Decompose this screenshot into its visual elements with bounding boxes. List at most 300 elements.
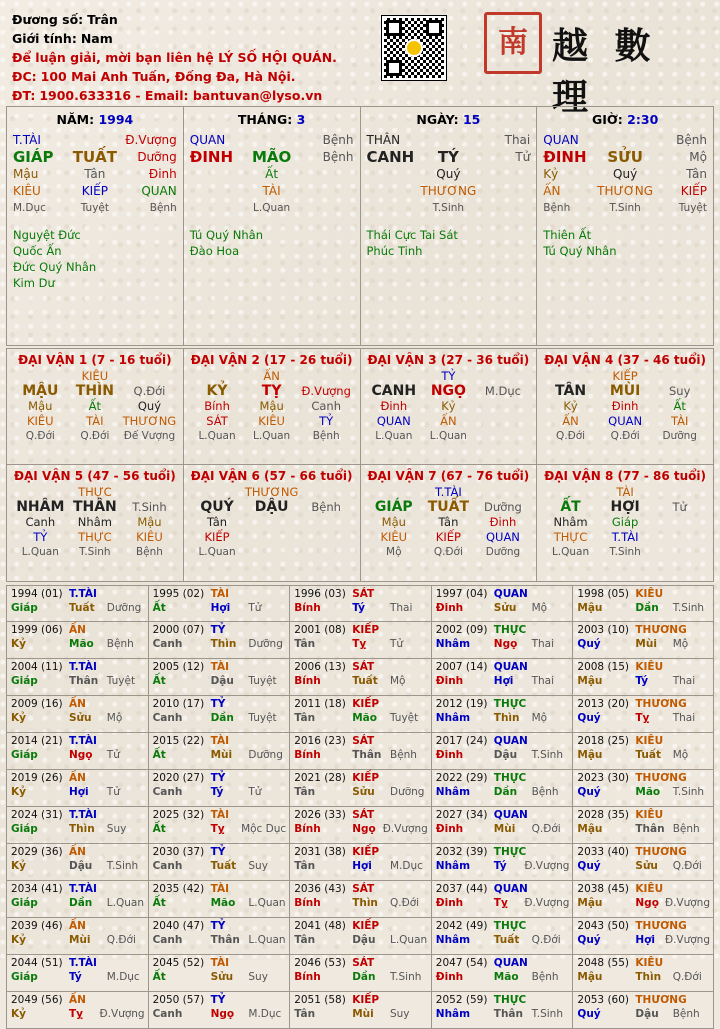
year-stem: Đinh <box>435 675 464 687</box>
year-cell[interactable] <box>6 585 148 622</box>
year-phase: Dưỡng <box>248 638 283 650</box>
year-extra <box>532 808 570 822</box>
year-cell[interactable] <box>572 770 714 807</box>
gender-label: Giới tính: <box>12 31 77 46</box>
year-extra <box>107 660 145 674</box>
year-ten-god: TÀI <box>210 661 229 673</box>
year-branch: Thìn <box>69 823 95 835</box>
year-cell[interactable] <box>431 622 573 659</box>
year-cell[interactable] <box>6 770 148 807</box>
year-ten-god: KIÊU <box>635 957 664 969</box>
name-label: Đương số: <box>12 12 84 27</box>
year-stem: Tân <box>294 860 316 872</box>
year-cell[interactable] <box>289 659 431 696</box>
year-cell[interactable] <box>572 918 714 955</box>
year-ten-god: T.TÀI <box>69 809 97 821</box>
year-ten-god: TÀI <box>210 588 229 600</box>
year-extra <box>390 734 428 748</box>
year-branch: Ngọ <box>210 1008 235 1020</box>
year-extra <box>107 771 145 785</box>
year-label: 2046 (53) <box>294 957 346 969</box>
year-phase: Đ.Vượng <box>664 897 710 909</box>
dai-van-7[interactable]: ĐẠI VẬN 7 (67 - 76 tuổi) T.TÀI GIÁP TUẤT Dưỡng Mậu Tân Đinh KIÊU KIẾP QUAN Mộ Q.Đới Dưỡng <box>360 465 537 582</box>
year-cell[interactable] <box>572 622 714 659</box>
year-branch: Mão <box>493 971 519 983</box>
year-branch: Tý <box>69 971 82 983</box>
year-phase: Mộ <box>389 675 406 687</box>
year-branch: Ngọ <box>69 749 93 761</box>
pillar-month-stars: Tú Quý Nhân Đào Hoa <box>189 228 264 258</box>
year-cell[interactable] <box>289 733 431 770</box>
year-extra <box>532 919 570 933</box>
year-extra <box>107 919 145 933</box>
year-cell[interactable] <box>431 770 573 807</box>
year-phase: Đ.Vượng <box>524 897 570 909</box>
year-extra <box>107 882 145 896</box>
year-stem: Quý <box>577 638 601 650</box>
year-ten-god: KIÊU <box>635 883 664 895</box>
year-stem: Ất <box>152 971 166 983</box>
year-extra <box>673 956 710 970</box>
year-label: 2003 (10) <box>577 624 630 636</box>
year-extra <box>687 771 710 785</box>
year-cell[interactable] <box>572 807 714 844</box>
year-label: 2051 (58) <box>294 994 346 1006</box>
yearly-luck-table <box>6 585 714 1029</box>
year-label: 2023 (30) <box>577 772 630 784</box>
year-ten-god: QUAN <box>493 588 528 600</box>
header <box>6 6 714 118</box>
year-extra <box>673 734 710 748</box>
year-label: 2039 (46) <box>11 920 63 932</box>
year-label: 2024 (31) <box>11 809 63 821</box>
year-cell[interactable] <box>148 585 290 622</box>
year-cell[interactable] <box>431 733 573 770</box>
year-label: 1994 (01) <box>11 588 63 600</box>
year-branch: Ngọ <box>493 638 518 650</box>
year-cell[interactable] <box>148 770 290 807</box>
year-cell[interactable] <box>6 955 148 992</box>
year-ten-god: TÀI <box>210 957 229 969</box>
year-cell[interactable] <box>431 918 573 955</box>
year-stem: Mậu <box>577 823 603 835</box>
year-branch: Ngọ <box>635 897 659 909</box>
year-label: 2000 (07) <box>152 624 205 636</box>
qr-finder-top-right <box>426 20 442 36</box>
year-stem: Giáp <box>11 823 38 835</box>
year-branch: Tỵ <box>210 823 225 835</box>
year-stem: Tân <box>294 638 316 650</box>
year-cell[interactable] <box>289 807 431 844</box>
year-cell[interactable] <box>572 955 714 992</box>
year-cell[interactable] <box>572 992 714 1029</box>
year-phase: Đ.Vượng <box>664 934 710 946</box>
year-label: 1996 (03) <box>294 588 346 600</box>
year-phase: Thai <box>389 602 413 614</box>
year-phase: Đ.Vượng <box>524 860 570 872</box>
year-cell[interactable] <box>289 770 431 807</box>
year-label: 1998 (05) <box>577 588 630 600</box>
year-extra <box>107 734 145 748</box>
year-extra <box>687 845 710 859</box>
year-extra <box>390 660 428 674</box>
year-cell[interactable] <box>6 696 148 733</box>
year-ten-god: KIẾP <box>352 772 380 784</box>
year-extra <box>107 956 145 970</box>
year-ten-god: THƯƠNG <box>635 994 687 1006</box>
pillar-day-title: NGÀY: 15 <box>416 112 481 127</box>
year-ten-god: T.TÀI <box>69 957 97 969</box>
year-label: 2001 (08) <box>294 624 346 636</box>
year-cell[interactable] <box>6 844 148 881</box>
year-stem: Đinh <box>435 971 464 983</box>
year-stem: Đinh <box>435 749 464 761</box>
year-stem: Canh <box>152 1008 183 1020</box>
year-branch: Tỵ <box>635 712 650 724</box>
year-label: 2048 (55) <box>577 957 630 969</box>
year-branch: Mùi <box>352 1008 374 1020</box>
year-stem: Bính <box>294 675 321 687</box>
year-label: 2027 (34) <box>435 809 488 821</box>
year-cell[interactable] <box>6 807 148 844</box>
year-label: 2011 (18) <box>294 698 346 710</box>
year-cell[interactable] <box>6 918 148 955</box>
year-ten-god: KIẾP <box>352 994 380 1006</box>
qr-finder-bottom-left <box>386 60 402 76</box>
phone-value: 1900.633316 - Email: bantuvan@lyso.vn <box>39 88 323 103</box>
year-branch: Sửu <box>493 602 517 614</box>
year-cell[interactable] <box>148 918 290 955</box>
year-label: 1995 (02) <box>152 588 205 600</box>
year-stem: Bính <box>294 823 321 835</box>
year-phase: Dưỡng <box>106 602 142 614</box>
year-extra <box>532 660 570 674</box>
dai-van-3[interactable]: ĐẠI VẬN 3 (27 - 36 tuổi) TỶ CANH NGỌ M.Dục Đinh Kỷ QUAN ẤN L.Quan L.Quan <box>360 348 537 465</box>
pillar-month-title: THÁNG: 3 <box>237 112 306 127</box>
year-label: 2032 (39) <box>435 846 488 858</box>
pillar-year-title: NĂM: 1994 <box>56 112 134 127</box>
year-stem: Ất <box>152 823 166 835</box>
year-cell[interactable] <box>148 659 290 696</box>
year-stem: Bính <box>294 971 321 983</box>
year-branch: Sửu <box>352 786 375 798</box>
year-branch: Sửu <box>69 712 92 724</box>
year-branch: Hợi <box>635 934 655 946</box>
year-phase: Tử <box>248 786 262 798</box>
dai-van-row-1 <box>6 348 714 465</box>
year-label: 1999 (06) <box>11 624 63 636</box>
dai-van-8[interactable]: ĐẠI VẬN 8 (77 - 86 tuổi) TÀI ẤT HỢI Tử Nhâm Giáp THỰC T.TÀI L.Quan T.Sinh <box>536 465 714 582</box>
year-label: 2006 (13) <box>294 661 346 673</box>
year-ten-god: THỰC <box>493 624 527 636</box>
year-cell[interactable] <box>6 992 148 1029</box>
year-ten-god: SÁT <box>352 809 375 821</box>
year-phase: Tử <box>106 749 120 761</box>
year-stem: Nhâm <box>435 712 471 724</box>
year-stem: Nhâm <box>435 934 471 946</box>
year-phase: Bệnh <box>106 638 134 650</box>
year-extra <box>687 993 710 1007</box>
year-label: 2036 (43) <box>294 883 346 895</box>
year-stem: Canh <box>152 712 183 724</box>
year-cell[interactable] <box>148 696 290 733</box>
year-cell[interactable] <box>431 659 573 696</box>
year-phase: Tuyệt <box>248 712 277 724</box>
year-cell[interactable] <box>431 696 573 733</box>
year-stem: Canh <box>152 860 183 872</box>
year-ten-god: THƯƠNG <box>635 846 687 858</box>
pillar-year-stars: Nguyệt Đức Quốc Ấn Đức Quý Nhân Kim Dư <box>13 228 97 290</box>
year-ten-god: KIẾP <box>352 624 380 636</box>
year-phase: Suy <box>248 971 268 983</box>
year-ten-god: SÁT <box>352 735 375 747</box>
year-ten-god: ẤN <box>69 920 86 932</box>
year-phase: Suy <box>389 1008 410 1020</box>
year-cell[interactable] <box>148 992 290 1029</box>
year-extra <box>107 993 145 1007</box>
year-ten-god: THỰC <box>493 920 527 932</box>
year-branch: Ngọ <box>352 823 376 835</box>
year-cell[interactable] <box>572 659 714 696</box>
qr-finder-top-left <box>386 20 402 36</box>
year-branch: Hợi <box>210 602 231 614</box>
year-branch: Tuất <box>493 934 520 946</box>
year-stem: Tân <box>294 1008 316 1020</box>
dai-van-2[interactable]: ĐẠI VẬN 2 (17 - 26 tuổi) ẤN KỶ TỴ Đ.Vượng Bính Mậu Canh SÁT KIÊU TỶ L.Quan L.Quan Bệnh <box>183 348 360 465</box>
year-cell[interactable] <box>6 622 148 659</box>
year-cell[interactable] <box>148 881 290 918</box>
year-cell[interactable] <box>148 955 290 992</box>
year-label: 2016 (23) <box>294 735 346 747</box>
year-cell[interactable] <box>289 622 431 659</box>
year-cell[interactable] <box>148 807 290 844</box>
year-cell[interactable] <box>431 955 573 992</box>
year-phase: Đ.Vượng <box>99 1008 145 1020</box>
year-stem: Canh <box>152 638 183 650</box>
year-ten-god: KIÊU <box>635 588 664 600</box>
year-branch: Mùi <box>69 934 91 946</box>
year-extra <box>390 697 428 711</box>
year-stem: Mậu <box>577 897 603 909</box>
year-stem: Giáp <box>11 749 38 761</box>
year-stem: Kỷ <box>11 860 26 872</box>
year-branch: Mão <box>69 638 94 650</box>
year-branch: Mão <box>635 786 661 798</box>
year-stem: Quý <box>577 860 601 872</box>
year-branch: Tuất <box>635 749 661 761</box>
year-extra <box>390 882 428 896</box>
year-label: 2029 (36) <box>11 846 63 858</box>
year-stem: Mậu <box>577 749 603 761</box>
year-extra <box>248 956 286 970</box>
year-branch: Thìn <box>210 638 237 650</box>
year-label: 2026 (33) <box>294 809 346 821</box>
qr-code-icon[interactable] <box>382 16 446 80</box>
year-extra <box>532 623 570 637</box>
year-cell[interactable] <box>572 585 714 622</box>
year-cell[interactable] <box>572 696 714 733</box>
year-branch: Sửu <box>635 860 658 872</box>
year-branch: Hợi <box>69 786 89 798</box>
year-phase: L.Quan <box>389 934 428 946</box>
pillar-month <box>183 106 360 346</box>
year-ten-god: ẤN <box>69 698 86 710</box>
year-label: 1997 (04) <box>435 588 488 600</box>
year-cell[interactable] <box>431 844 573 881</box>
year-extra <box>532 993 570 1007</box>
year-phase: Tử <box>389 638 404 650</box>
year-extra <box>390 808 428 822</box>
pillar-day-rows: THÂN Thai CANH TÝ Tử Quý THƯƠNG T.Sinh <box>366 133 531 214</box>
year-cell[interactable] <box>289 844 431 881</box>
year-phase: Đ.Vượng <box>382 823 428 835</box>
year-ten-god: QUAN <box>493 661 528 673</box>
year-cell[interactable] <box>431 992 573 1029</box>
year-phase: Q.Đới <box>106 934 136 946</box>
year-extra <box>532 882 570 896</box>
year-stem: Quý <box>577 786 601 798</box>
year-phase: M.Dục <box>248 1008 282 1020</box>
year-cell[interactable] <box>148 844 290 881</box>
year-cell[interactable] <box>572 881 714 918</box>
year-label: 2053 (60) <box>577 994 630 1006</box>
year-cell[interactable] <box>431 585 573 622</box>
year-stem: Canh <box>152 786 183 798</box>
year-label: 2037 (44) <box>435 883 488 895</box>
year-cell[interactable] <box>289 992 431 1029</box>
year-cell[interactable] <box>289 585 431 622</box>
year-phase: L.Quan <box>106 897 144 909</box>
year-branch: Dậu <box>635 1008 659 1020</box>
year-stem: Quý <box>577 712 601 724</box>
year-stem: Kỷ <box>11 638 26 650</box>
year-branch: Dần <box>493 786 518 798</box>
year-cell[interactable] <box>572 844 714 881</box>
year-phase: Tuyệt <box>389 712 419 724</box>
year-phase: Tuyệt <box>106 675 136 687</box>
year-ten-god: TỶ <box>210 772 226 784</box>
dai-van-6[interactable]: ĐẠI VẬN 6 (57 - 66 tuổi) THƯƠNG QUÝ DẬU Bệnh Tân KIẾP L.Quan <box>183 465 360 582</box>
year-label: 2041 (48) <box>294 920 346 932</box>
year-cell[interactable] <box>289 696 431 733</box>
year-label: 2034 (41) <box>11 883 63 895</box>
year-cell[interactable] <box>431 881 573 918</box>
year-stem: Ất <box>152 675 166 687</box>
year-branch: Hợi <box>493 675 514 687</box>
year-phase: M.Dục <box>389 860 423 872</box>
year-stem: Giáp <box>11 602 38 614</box>
year-label: 2033 (40) <box>577 846 630 858</box>
year-cell[interactable] <box>148 622 290 659</box>
year-label: 2043 (50) <box>577 920 630 932</box>
year-cell[interactable] <box>6 881 148 918</box>
year-phase: Q.Đới <box>531 934 561 946</box>
year-branch: Tuất <box>352 675 378 687</box>
dai-van-5[interactable]: ĐẠI VẬN 5 (47 - 56 tuổi) THỰC NHÂM THÂN T.Sinh Canh Nhâm Mậu TỶ THỰC KIÊU L.Quan T.Sinh Bệnh <box>6 465 183 582</box>
year-branch: Mùi <box>635 638 657 650</box>
year-phase: Tuyệt <box>248 675 277 687</box>
year-ten-god: KIẾP <box>352 846 380 858</box>
year-cell[interactable] <box>431 807 573 844</box>
dai-van-1[interactable]: ĐẠI VẬN 1 (7 - 16 tuổi) KIÊU MẬU THÌN Q.Đới Mậu Ất Quý KIÊU TÀI THƯƠNG Q.Đới Q.Đới Đế Vượng <box>6 348 183 465</box>
year-cell[interactable] <box>6 733 148 770</box>
year-label: 2050 (57) <box>152 994 205 1006</box>
year-ten-god: SÁT <box>352 661 375 673</box>
year-phase: Mộ <box>531 712 548 724</box>
year-phase: Bệnh <box>531 786 559 798</box>
year-cell[interactable] <box>148 733 290 770</box>
brand-logo: 越 數 理 <box>552 25 658 118</box>
year-ten-god: SÁT <box>352 588 375 600</box>
year-label: 2004 (11) <box>11 661 63 673</box>
year-cell[interactable] <box>572 733 714 770</box>
year-ten-god: KIÊU <box>635 809 664 821</box>
year-extra <box>107 587 145 601</box>
year-label: 2045 (52) <box>152 957 205 969</box>
year-label: 2020 (27) <box>152 772 205 784</box>
year-branch: Tỵ <box>493 897 508 909</box>
pillar-month-rows: QUAN Bệnh ĐINH MÃO Bệnh Ất TÀI L.Quan <box>189 133 354 214</box>
year-extra <box>248 623 286 637</box>
year-ten-god: TÀI <box>210 809 229 821</box>
pillar-hour <box>536 106 714 346</box>
year-ten-god: TỶ <box>210 624 226 636</box>
year-branch: Thân <box>493 1008 523 1020</box>
year-cell[interactable] <box>6 659 148 696</box>
year-label: 2012 (19) <box>435 698 488 710</box>
year-stem: Bính <box>294 602 321 614</box>
year-ten-god: THỰC <box>493 772 527 784</box>
year-stem: Ất <box>152 897 166 909</box>
year-extra <box>107 808 145 822</box>
year-cell[interactable] <box>289 881 431 918</box>
year-extra <box>248 993 286 1007</box>
year-extra <box>687 623 710 637</box>
pillar-year-rows: T.TÀI Đ.Vượng GIÁP TUẤT Dưỡng Mậu Tân Đinh KIÊU KIẾP QUAN M.Dục Tuyệt Bệnh <box>13 133 177 214</box>
year-extra <box>248 919 286 933</box>
year-phase: Tử <box>248 602 262 614</box>
year-label: 2007 (14) <box>435 661 488 673</box>
promo-line: Để luận giải, mời bạn liên hệ LÝ SỐ HỘI QUÁN. <box>12 50 337 65</box>
year-label: 2008 (15) <box>577 661 630 673</box>
year-extra <box>673 808 710 822</box>
seal-icon: 南 <box>484 12 542 74</box>
year-ten-god: TỶ <box>210 846 226 858</box>
year-ten-god: T.TÀI <box>69 735 97 747</box>
year-branch: Tỵ <box>352 638 367 650</box>
year-extra <box>248 660 286 674</box>
year-label: 2005 (12) <box>152 661 205 673</box>
year-ten-god: TỶ <box>210 698 226 710</box>
year-ten-god: T.TÀI <box>69 588 97 600</box>
pillar-day-stars: Thái Cực Tai Sát Phúc Tinh <box>366 228 458 258</box>
year-phase: Thai <box>531 675 555 687</box>
year-branch: Sửu <box>210 971 234 983</box>
year-extra <box>248 845 286 859</box>
year-stem: Canh <box>152 934 183 946</box>
year-extra <box>390 587 428 601</box>
year-phase: Dưỡng <box>248 749 283 761</box>
year-stem: Nhâm <box>435 860 471 872</box>
dai-van-4[interactable]: ĐẠI VẬN 4 (37 - 46 tuổi) KIẾP TÂN MÙI Suy Kỷ Đinh Ất ẤN QUAN TÀI Q.Đới Q.Đới Dưỡng <box>536 348 714 465</box>
year-cell[interactable] <box>289 918 431 955</box>
year-label: 2030 (37) <box>152 846 205 858</box>
year-label: 2015 (22) <box>152 735 205 747</box>
year-stem: Đinh <box>435 823 464 835</box>
year-branch: Tý <box>493 860 507 872</box>
year-stem: Nhâm <box>435 786 471 798</box>
year-cell[interactable] <box>289 955 431 992</box>
